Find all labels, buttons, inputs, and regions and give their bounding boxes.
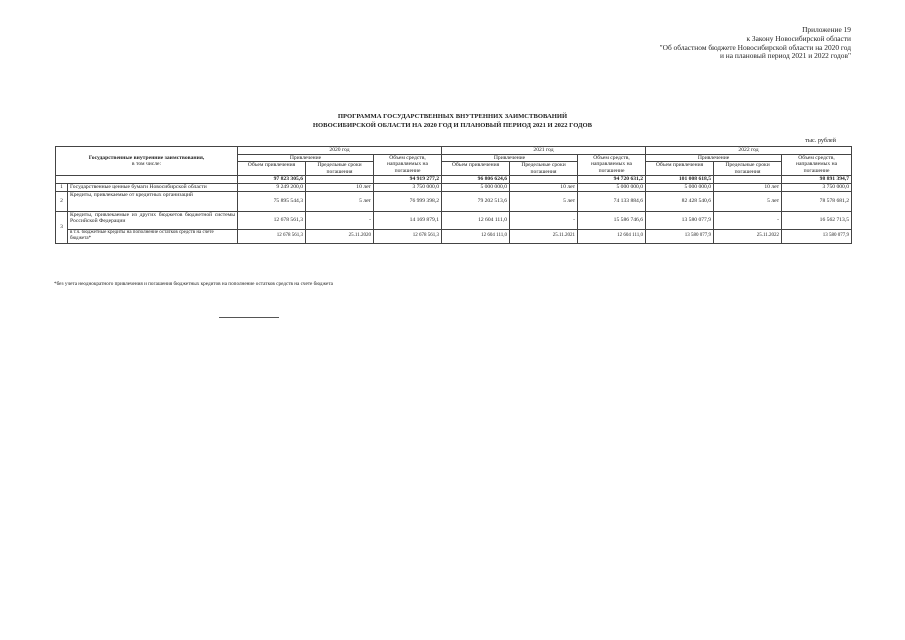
- title-line-1: ПРОГРАММА ГОСУДАРСТВЕННЫХ ВНУТРЕННИХ ЗАИМСТВОВАНИЙ: [337, 113, 568, 120]
- header-attraction-2022: Привлечение: [646, 154, 782, 162]
- header-borrowings-label: Государственные внутренние заимствования,: [88, 154, 205, 161]
- row-name: Кредиты, привлекаемые из других бюджетов бюджетной системы Российской Федерации: [68, 211, 238, 229]
- header-volume-2020: Объем привлечения: [238, 162, 306, 176]
- cell-terms-2020: 25.11.2020: [306, 229, 374, 243]
- cell-repay-2021: 74 133 884,6: [578, 191, 646, 211]
- cell-attract-2020: 75 895 544,3: [238, 191, 306, 211]
- cell-repay-2020: 12 678 561,3: [374, 229, 442, 243]
- cell-repay-2021: 12 604 111,0: [578, 229, 646, 243]
- row-name: Государственные ценные бумаги Новосибирской области: [68, 183, 238, 191]
- cell-attract-2022: 82 428 540,6: [646, 191, 714, 211]
- cell-attract-2022: 13 580 077,9: [646, 211, 714, 229]
- appendix-law-title: "Об областном бюджете Новосибирской области на 2020 год: [659, 42, 851, 52]
- table-row: [56, 191, 852, 211]
- units-label: тыс. рублей: [805, 137, 836, 144]
- cell-repay-2020: 14 169 879,1: [374, 211, 442, 229]
- table-row: [56, 211, 852, 229]
- cell-repay-2022: 3 750 000,0: [782, 183, 852, 191]
- header-terms-2022: Предельные сроки погашения: [714, 162, 782, 176]
- header-repay-2021: Объем средств, направляемых на погашение: [578, 154, 646, 176]
- table-row: [56, 183, 852, 191]
- cell-attract-2021: 12 604 111,0: [442, 211, 510, 229]
- cell-terms-2021: 25.11.2021: [510, 229, 578, 243]
- header-volume-2022: Объем привлечения: [646, 162, 714, 176]
- title-line-2: НОВОСИБИРСКОЙ ОБЛАСТИ НА 2020 ГОД И ПЛАНОВЫЙ ПЕРИОД 2021 И 2022 ГОДОВ: [312, 121, 593, 129]
- cell-repay-2022: 78 578 681,2: [782, 191, 852, 211]
- appendix-block: [660, 26, 851, 61]
- row-number: 1: [56, 183, 68, 191]
- cell-terms-2021: 5 лет: [510, 191, 578, 211]
- row-number: 2: [56, 191, 68, 211]
- cell-terms-2020: 10 лет: [306, 183, 374, 191]
- cell-terms-2021: 10 лет: [510, 183, 578, 191]
- header-repay-2020: Объем средств, направляемых на погашение: [374, 154, 442, 176]
- totals-row: [56, 176, 852, 184]
- appendix-number: Приложение 19: [802, 25, 851, 34]
- cell-repay-2022: 13 580 077,9: [782, 229, 852, 243]
- total-repay-2022: 98 891 394,7: [782, 176, 852, 184]
- header-year-2022: 2022 год: [646, 147, 852, 155]
- total-attract-2021: 96 806 624,6: [442, 176, 510, 184]
- header-attraction-2020: Привлечение: [238, 154, 374, 162]
- cell-terms-2021: -: [510, 211, 578, 229]
- header-terms-2020: Предельные сроки погашения: [306, 162, 374, 176]
- row-number: 3: [56, 211, 68, 243]
- cell-attract-2020: 12 678 561,3: [238, 229, 306, 243]
- cell-attract-2021: 12 604 111,0: [442, 229, 510, 243]
- cell-attract-2020: 12 678 561,3: [238, 211, 306, 229]
- cell-repay-2021: 5 000 000,0: [578, 183, 646, 191]
- cell-repay-2020: 76 999 398,2: [374, 191, 442, 211]
- header-repay-2022: Объем средств, направляемых на погашение: [782, 154, 852, 176]
- signature-line: [219, 317, 279, 318]
- cell-terms-2022: 10 лет: [714, 183, 782, 191]
- document-title: [0, 113, 905, 130]
- cell-repay-2020: 3 750 000,0: [374, 183, 442, 191]
- row-name: Кредиты, привлекаемые от кредитных организаций: [68, 191, 238, 211]
- header-row-years: [56, 147, 852, 155]
- cell-terms-2022: -: [714, 211, 782, 229]
- total-attract-2022: 101 008 618,5: [646, 176, 714, 184]
- header-including-label: в том числе:: [131, 161, 162, 168]
- footnote: *без учета неоднократного привлечения и погашения бюджетных кредитов на пополнение остатков средств на счете бюджета: [54, 281, 333, 287]
- cell-attract-2022: 13 580 077,9: [646, 229, 714, 243]
- header-year-2021: 2021 год: [442, 147, 646, 155]
- header-terms-2021: Предельные сроки погашения: [510, 162, 578, 176]
- total-attract-2020: 97 823 305,6: [238, 176, 306, 184]
- cell-repay-2021: 15 586 746,6: [578, 211, 646, 229]
- header-year-2020: 2020 год: [238, 147, 442, 155]
- cell-attract-2021: 79 202 513,6: [442, 191, 510, 211]
- header-volume-2021: Объем привлечения: [442, 162, 510, 176]
- appendix-law-period: и на плановый период 2021 и 2022 годов": [719, 51, 851, 61]
- cell-terms-2022: 5 лет: [714, 191, 782, 211]
- borrowing-program-table: [55, 146, 852, 244]
- header-attraction-2021: Привлечение: [442, 154, 578, 162]
- cell-attract-2022: 5 000 000,0: [646, 183, 714, 191]
- header-borrowings: [56, 147, 238, 176]
- total-repay-2021: 94 720 631,2: [578, 176, 646, 184]
- row-name: в т.ч. бюджетные кредиты на пополнение остатков средств на счете бюджета*: [68, 229, 238, 243]
- table-row: [56, 229, 852, 243]
- cell-repay-2022: 16 562 713,5: [782, 211, 852, 229]
- cell-attract-2021: 5 000 000,0: [442, 183, 510, 191]
- cell-attract-2020: 9 249 200,0: [238, 183, 306, 191]
- cell-terms-2020: -: [306, 211, 374, 229]
- cell-terms-2022: 25.11.2022: [714, 229, 782, 243]
- cell-terms-2020: 5 лет: [306, 191, 374, 211]
- appendix-law: к Закону Новосибирской области: [746, 33, 851, 43]
- total-repay-2020: 94 919 277,2: [374, 176, 442, 184]
